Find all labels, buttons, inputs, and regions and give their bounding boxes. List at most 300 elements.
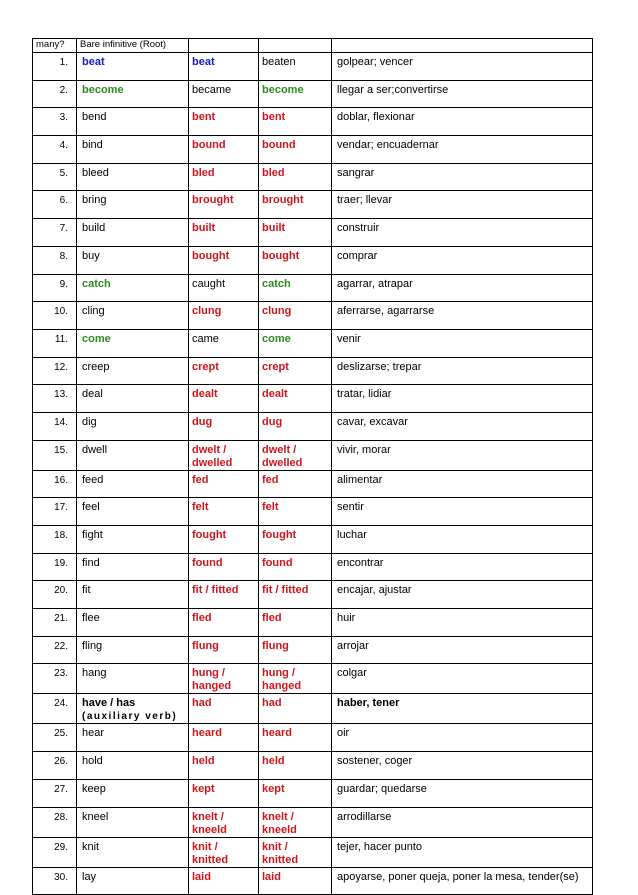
past-simple-text: had xyxy=(192,697,212,710)
row-number-text: 21. xyxy=(54,613,68,625)
past-participle-text-line2: knitted xyxy=(262,853,299,866)
spanish-translation xyxy=(332,724,593,752)
past-simple xyxy=(189,526,259,554)
past-simple xyxy=(189,779,259,807)
spanish-translation xyxy=(332,807,593,837)
past-participle-text: come xyxy=(262,332,291,345)
base-form-text: feed xyxy=(82,473,104,486)
past-simple-text: brought xyxy=(192,194,234,207)
row-number-text: 27. xyxy=(54,783,68,795)
base-form-text: keep xyxy=(82,782,106,795)
past-participle-text: found xyxy=(262,556,293,569)
row-number-text: 28. xyxy=(54,811,68,823)
row-number-text: 13. xyxy=(54,389,68,401)
past-participle-text: bound xyxy=(262,139,296,152)
past-participle-text: heard xyxy=(262,727,292,740)
base-form-text: build xyxy=(82,222,106,235)
spanish-translation-text: agarrar, atrapar xyxy=(337,277,413,290)
base-form xyxy=(77,219,189,247)
spanish-translation-text: encontrar xyxy=(337,556,384,569)
row-number xyxy=(33,274,77,302)
row-number xyxy=(33,191,77,219)
past-simple-text: kept xyxy=(192,782,215,795)
past-participle-text: fought xyxy=(262,529,297,541)
past-simple-text: bled xyxy=(192,166,215,179)
table-row xyxy=(33,664,593,694)
past-participle xyxy=(259,191,332,219)
past-participle-text: become xyxy=(262,83,304,96)
table-row xyxy=(33,867,593,895)
past-participle-text: knit / xyxy=(262,840,288,853)
base-form-text: dig xyxy=(82,415,97,428)
past-simple-text: bent xyxy=(192,111,216,124)
base-form xyxy=(77,357,189,385)
row-number xyxy=(33,108,77,136)
past-participle-text: dwelt / xyxy=(262,443,297,456)
base-form xyxy=(77,274,189,302)
spanish-translation xyxy=(332,837,593,867)
table-row xyxy=(33,470,593,498)
spanish-translation xyxy=(332,752,593,780)
row-number-text: 9. xyxy=(59,278,68,290)
spanish-translation xyxy=(332,80,593,108)
past-simple-text: became xyxy=(192,83,232,96)
spanish-translation-text: oir xyxy=(337,727,350,740)
spanish-translation-text: alimentar xyxy=(337,473,383,486)
base-form-text: catch xyxy=(82,277,111,290)
past-participle xyxy=(259,609,332,637)
row-number-text: 15. xyxy=(54,444,68,456)
past-participle xyxy=(259,385,332,413)
past-simple xyxy=(189,752,259,780)
base-form-text-line2: (auxiliary verb) xyxy=(82,711,178,723)
past-participle xyxy=(259,553,332,581)
spanish-translation-text: guardar; quedarse xyxy=(337,782,427,795)
past-simple xyxy=(189,274,259,302)
past-simple-text: beat xyxy=(192,56,215,68)
row-number-text: 16. xyxy=(54,474,68,486)
spanish-translation xyxy=(332,779,593,807)
past-participle-text: beaten xyxy=(262,56,296,68)
past-participle-text-line2: hanged xyxy=(262,680,302,693)
past-participle xyxy=(259,329,332,357)
table-row xyxy=(33,163,593,191)
row-number xyxy=(33,867,77,895)
base-form-text: find xyxy=(82,556,100,569)
table-row xyxy=(33,724,593,752)
past-simple xyxy=(189,837,259,867)
row-number-text: 7. xyxy=(59,223,68,235)
row-number-text: 14. xyxy=(54,416,68,428)
spanish-translation-text: sostener, coger xyxy=(337,755,413,768)
past-participle-text: knelt / xyxy=(262,810,294,823)
table-row xyxy=(33,553,593,581)
table-row xyxy=(33,53,593,81)
base-form-text: bring xyxy=(82,194,107,207)
past-participle xyxy=(259,412,332,440)
table-row xyxy=(33,752,593,780)
past-participle xyxy=(259,526,332,554)
row-number-text: 17. xyxy=(54,502,68,514)
past-simple xyxy=(189,302,259,330)
table-row xyxy=(33,609,593,637)
past-participle xyxy=(259,357,332,385)
table-row xyxy=(33,498,593,526)
base-form xyxy=(77,779,189,807)
row-number xyxy=(33,302,77,330)
base-form-text: flee xyxy=(82,612,100,625)
past-simple-text: knit / xyxy=(192,840,218,853)
spanish-translation-text: luchar xyxy=(337,529,367,541)
past-simple xyxy=(189,108,259,136)
row-number xyxy=(33,80,77,108)
spanish-translation xyxy=(332,526,593,554)
past-simple xyxy=(189,412,259,440)
table-row xyxy=(33,246,593,274)
past-simple-text: felt xyxy=(192,501,209,514)
spanish-translation-text: venir xyxy=(337,332,361,345)
row-number-text: 22. xyxy=(54,640,68,652)
table-row xyxy=(33,219,593,247)
spanish-translation-text: doblar, flexionar xyxy=(337,111,415,124)
row-number xyxy=(33,53,77,81)
past-simple-text: fought xyxy=(192,529,227,541)
spanish-translation-text: deslizarse; trepar xyxy=(337,360,422,373)
past-participle xyxy=(259,752,332,780)
past-simple-text: built xyxy=(192,222,216,235)
past-participle xyxy=(259,302,332,330)
table-row xyxy=(33,329,593,357)
table-row xyxy=(33,440,593,470)
header-base-form: Bare infinitive (Root) xyxy=(77,39,189,53)
past-participle xyxy=(259,581,332,609)
row-number xyxy=(33,837,77,867)
spanish-translation xyxy=(332,191,593,219)
row-number-text: 4. xyxy=(59,140,68,152)
past-participle xyxy=(259,136,332,164)
past-participle-text: kept xyxy=(262,782,285,795)
past-simple-text: heard xyxy=(192,727,222,740)
table-row xyxy=(33,108,593,136)
past-simple xyxy=(189,664,259,694)
base-form xyxy=(77,867,189,895)
past-simple xyxy=(189,807,259,837)
row-number xyxy=(33,246,77,274)
past-simple-text: knelt / xyxy=(192,810,224,823)
base-form xyxy=(77,108,189,136)
spanish-translation xyxy=(332,246,593,274)
base-form-text: fight xyxy=(82,529,103,541)
past-simple xyxy=(189,329,259,357)
past-simple-text: crept xyxy=(192,360,219,373)
past-participle-text-line2: kneeld xyxy=(262,823,297,836)
base-form xyxy=(77,53,189,81)
header-past-participle xyxy=(259,39,332,53)
row-number-text: 25. xyxy=(54,728,68,740)
past-participle xyxy=(259,80,332,108)
row-number xyxy=(33,779,77,807)
past-participle xyxy=(259,694,332,724)
past-participle xyxy=(259,724,332,752)
table-row xyxy=(33,779,593,807)
table-row xyxy=(33,385,593,413)
table-row xyxy=(33,80,593,108)
spanish-translation-text: arrodillarse xyxy=(337,810,392,823)
base-form xyxy=(77,191,189,219)
row-number-text: 10. xyxy=(54,306,68,318)
past-participle-text: built xyxy=(262,222,286,235)
spanish-translation-text: apoyarse, poner queja, poner la mesa, tender(se) xyxy=(337,870,579,883)
past-participle-text: felt xyxy=(262,501,279,514)
row-number xyxy=(33,664,77,694)
base-form xyxy=(77,470,189,498)
row-number-text: 29. xyxy=(54,841,68,853)
past-participle-text: laid xyxy=(262,870,281,883)
past-participle xyxy=(259,108,332,136)
spanish-translation-text: sangrar xyxy=(337,166,375,179)
base-form-text: have / has xyxy=(82,697,136,710)
table-row xyxy=(33,136,593,164)
table-row xyxy=(33,412,593,440)
past-simple-text: fled xyxy=(192,612,212,625)
base-form xyxy=(77,412,189,440)
spanish-translation xyxy=(332,867,593,895)
past-participle-text: dug xyxy=(262,415,283,428)
row-number xyxy=(33,163,77,191)
row-number-text: 19. xyxy=(54,557,68,569)
base-form xyxy=(77,440,189,470)
row-number xyxy=(33,329,77,357)
base-form xyxy=(77,302,189,330)
base-form-text: fling xyxy=(82,639,103,652)
past-simple xyxy=(189,636,259,664)
past-simple xyxy=(189,191,259,219)
past-simple xyxy=(189,498,259,526)
past-participle xyxy=(259,636,332,664)
base-form xyxy=(77,807,189,837)
spanish-translation-text: comprar xyxy=(337,249,378,262)
base-form-text: knit xyxy=(82,840,100,853)
past-simple-text-line2: kneeld xyxy=(192,823,227,836)
table-row xyxy=(33,302,593,330)
past-participle-text: dealt xyxy=(262,388,288,401)
row-number xyxy=(33,581,77,609)
spanish-translation xyxy=(332,694,593,724)
row-number-text: 12. xyxy=(54,361,68,373)
past-participle-text: clung xyxy=(262,305,292,318)
row-number-text: 26. xyxy=(54,756,68,768)
base-form xyxy=(77,694,189,724)
spanish-translation xyxy=(332,329,593,357)
base-form-text: feel xyxy=(82,501,100,514)
base-form-text: deal xyxy=(82,388,103,401)
past-simple-text-line2: knitted xyxy=(192,853,229,866)
past-simple xyxy=(189,609,259,637)
base-form xyxy=(77,163,189,191)
past-participle xyxy=(259,470,332,498)
base-form-text: dwell xyxy=(82,443,108,456)
past-simple-text: caught xyxy=(192,277,226,290)
past-simple-text: bought xyxy=(192,249,230,262)
spanish-translation-text: cavar, excavar xyxy=(337,415,408,428)
spanish-translation xyxy=(332,440,593,470)
row-number xyxy=(33,470,77,498)
base-form-text: bind xyxy=(82,139,103,152)
past-simple-text: clung xyxy=(192,305,222,318)
table-row xyxy=(33,526,593,554)
past-simple-text: fed xyxy=(192,473,209,486)
spanish-translation-text: haber, tener xyxy=(337,697,400,710)
row-number-text: 11. xyxy=(54,333,68,345)
table-row xyxy=(33,191,593,219)
row-number xyxy=(33,357,77,385)
spanish-translation-text: sentir xyxy=(337,501,364,514)
base-form-text: beat xyxy=(82,56,105,68)
past-simple xyxy=(189,385,259,413)
past-simple-text: laid xyxy=(192,870,211,883)
row-number-text: 6. xyxy=(59,195,68,207)
base-form xyxy=(77,752,189,780)
table-row xyxy=(33,274,593,302)
spanish-translation-text: golpear; vencer xyxy=(337,56,413,68)
past-simple xyxy=(189,724,259,752)
past-simple xyxy=(189,80,259,108)
spanish-translation-text: aferrarse, agarrarse xyxy=(337,305,435,318)
spanish-translation-text: arrojar xyxy=(337,639,369,652)
spanish-translation xyxy=(332,412,593,440)
base-form xyxy=(77,581,189,609)
past-participle xyxy=(259,867,332,895)
past-simple xyxy=(189,53,259,81)
table-row xyxy=(33,694,593,724)
past-participle xyxy=(259,664,332,694)
base-form xyxy=(77,136,189,164)
row-number xyxy=(33,385,77,413)
past-simple xyxy=(189,581,259,609)
table-row xyxy=(33,837,593,867)
table-header-row xyxy=(33,39,593,53)
base-form xyxy=(77,724,189,752)
row-number-text: 23. xyxy=(54,668,68,680)
base-form-text: become xyxy=(82,83,124,96)
past-participle-text: bent xyxy=(262,111,286,124)
row-number xyxy=(33,136,77,164)
past-participle xyxy=(259,440,332,470)
spanish-translation-text: vivir, morar xyxy=(337,443,391,456)
past-participle xyxy=(259,219,332,247)
past-simple-text: dealt xyxy=(192,388,218,401)
base-form-text: hold xyxy=(82,755,103,768)
past-participle-text: fed xyxy=(262,473,279,486)
row-number-text: 18. xyxy=(54,530,68,541)
past-simple xyxy=(189,219,259,247)
base-form xyxy=(77,609,189,637)
spanish-translation-text: tratar, lidiar xyxy=(337,388,392,401)
base-form xyxy=(77,664,189,694)
row-number xyxy=(33,498,77,526)
past-simple xyxy=(189,553,259,581)
spanish-translation xyxy=(332,163,593,191)
past-simple xyxy=(189,694,259,724)
past-simple xyxy=(189,246,259,274)
past-participle-text: had xyxy=(262,697,282,710)
base-form xyxy=(77,837,189,867)
base-form-text: hang xyxy=(82,667,107,680)
row-number xyxy=(33,553,77,581)
past-participle-text: brought xyxy=(262,194,304,207)
spanish-translation xyxy=(332,302,593,330)
base-form xyxy=(77,329,189,357)
past-simple xyxy=(189,867,259,895)
base-form xyxy=(77,498,189,526)
past-simple-text: came xyxy=(192,332,219,345)
row-number xyxy=(33,752,77,780)
spanish-translation-text: llegar a ser;convertirse xyxy=(337,83,449,96)
base-form-text: come xyxy=(82,332,111,345)
base-form-text: kneel xyxy=(82,810,109,823)
base-form-text: buy xyxy=(82,249,100,262)
spanish-translation xyxy=(332,581,593,609)
past-participle-text: held xyxy=(262,755,285,768)
spanish-translation xyxy=(332,357,593,385)
row-number-text: 24. xyxy=(54,698,68,710)
row-number xyxy=(33,440,77,470)
spanish-translation xyxy=(332,470,593,498)
base-form xyxy=(77,385,189,413)
past-participle xyxy=(259,498,332,526)
row-number-text: 30. xyxy=(54,871,68,883)
table-row xyxy=(33,357,593,385)
base-form-text: hear xyxy=(82,727,105,740)
past-participle xyxy=(259,779,332,807)
spanish-translation xyxy=(332,609,593,637)
spanish-translation xyxy=(332,274,593,302)
spanish-translation xyxy=(332,136,593,164)
row-number-text: 20. xyxy=(54,585,68,597)
base-form-text: cling xyxy=(82,305,105,318)
spanish-translation xyxy=(332,53,593,81)
base-form xyxy=(77,526,189,554)
row-number-text: 2. xyxy=(59,84,68,96)
row-number-text: 8. xyxy=(59,250,68,262)
past-simple-text-line2: hanged xyxy=(192,680,232,693)
spanish-translation xyxy=(332,553,593,581)
spanish-translation-text: traer; llevar xyxy=(337,194,393,207)
spanish-translation xyxy=(332,385,593,413)
row-number xyxy=(33,724,77,752)
past-participle-text: bled xyxy=(262,166,285,179)
past-participle xyxy=(259,246,332,274)
past-simple-text: hung / xyxy=(192,667,225,680)
past-participle xyxy=(259,274,332,302)
row-number-text: 1. xyxy=(59,57,68,68)
header-spanish xyxy=(332,39,593,53)
base-form xyxy=(77,636,189,664)
past-simple-text: dug xyxy=(192,415,213,428)
base-form-text: bleed xyxy=(82,166,109,179)
past-participle-text: fit / fitted xyxy=(262,584,309,597)
spanish-translation xyxy=(332,219,593,247)
past-simple xyxy=(189,136,259,164)
header-past-simple xyxy=(189,39,259,53)
spanish-translation xyxy=(332,108,593,136)
base-form-text: lay xyxy=(82,870,97,883)
base-form-text: bend xyxy=(82,111,107,124)
base-form xyxy=(77,553,189,581)
spanish-translation-text: huir xyxy=(337,612,356,625)
past-participle-text-line2: dwelled xyxy=(262,456,303,469)
past-participle-text: fled xyxy=(262,612,282,625)
